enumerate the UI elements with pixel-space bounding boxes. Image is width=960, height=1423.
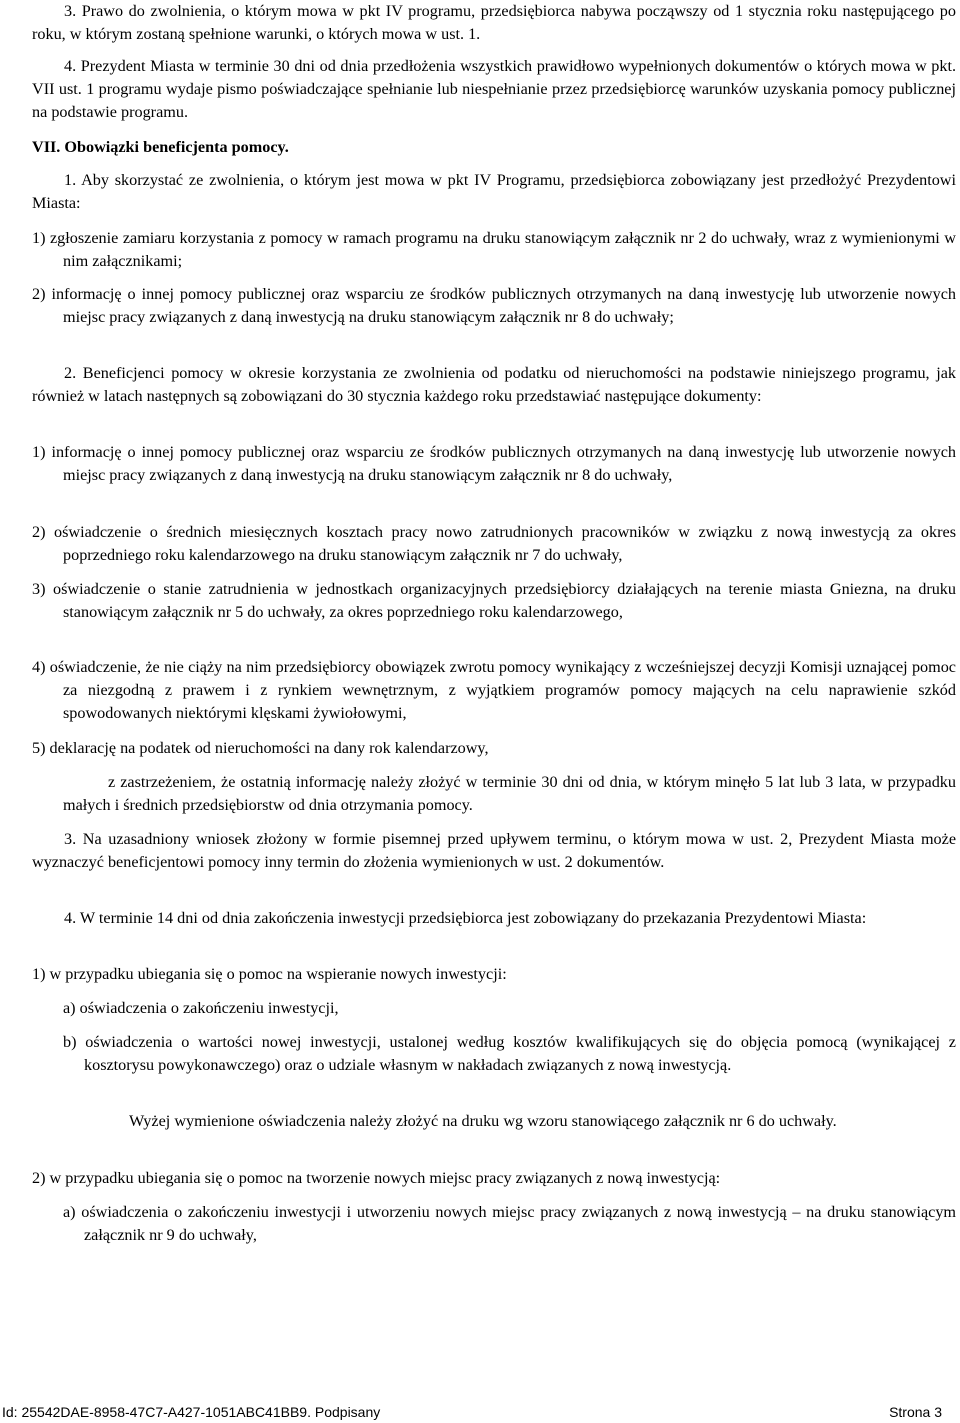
- list-item-vii-2-3: 3) oświadczenie o stanie zatrudnienia w jednostkach organizacyjnych przedsiębiorcy działających na terenie miasta Gniezna, na druku stanowiącym załącznik nr 5 do uchwały, za okres poprzedniego roku kalendarzowego,: [32, 580, 956, 621]
- list-item-vii-4-2: 2) w przypadku ubiegania się o pomoc na tworzenie nowych miejsc pracy związanych z nową inwestycją:: [32, 1169, 721, 1187]
- note-vii-2: z zastrzeżeniem, że ostatnią informację należy złożyć w terminie 30 dni od dnia, w którym minęło 5 lat lub 3 lata, w przypadku małych i średnich przedsiębiorstw od dnia otrzymania pomocy.: [63, 773, 956, 814]
- paragraph-iv-3: 3. Prawo do zwolnienia, o którym mowa w pkt IV programu, przedsiębiorca nabywa począwszy od 1 stycznia roku następującego po roku, w którym zostaną spełnione warunki, o których mowa w ust. 1.: [32, 2, 956, 43]
- list-item-vii-1-1: 1) zgłoszenie zamiaru korzystania z pomocy w ramach programu na druku stanowiącym załącznik nr 2 do uchwały, wraz z wymienionymi w nim załącznikami;: [32, 229, 956, 270]
- list-item-vii-4-2a: a) oświadczenia o zakończeniu inwestycji i utworzeniu nowych miejsc pracy związanych z nową inwestycją – na druku stanowiącym załącznik nr 9 do uchwały,: [63, 1203, 956, 1244]
- list-item-vii-2-2: 2) oświadczenie o średnich miesięcznych kosztach pracy nowo zatrudnionych pracowników w związku z nową inwestycją za okres poprzedniego roku kalendarzowego na druku stanowiącym załącznik nr 7 do uchwały,: [32, 523, 956, 564]
- paragraph-vii-3: 3. Na uzasadniony wniosek złożony w formie pisemnej przed upływem terminu, o którym mowa w ust. 2, Prezydent Miasta może wyznaczyć beneficjentowi pomocy inny termin do złożenia wymienionych w ust. 2 dokumentów.: [32, 830, 956, 871]
- footer-document-id: Id: 25542DAE-8958-47C7-A427-1051ABC41BB9. Podpisany: [2, 1404, 381, 1420]
- paragraph-iv-4: 4. Prezydent Miasta w terminie 30 dni od dnia przedłożenia wszystkich prawidłowo wypełnionych dokumentów o których mowa w pkt. VII ust. 1 programu wydaje pismo poświadczające spełnianie lub niespełnianie przez przedsiębiorcę warunków uzyskania pomocy publicznej na podstawie programu.: [32, 57, 956, 121]
- list-item-vii-2-4: 4) oświadczenie, że nie ciąży na nim przedsiębiorcy obowiązek zwrotu pomocy wynikający z wcześniejszej decyzji Komisji uznającej pomoc za niezgodną z prawem i z rynkiem wewnętrznym, z wyjątkiem programów pomocy mających na celu naprawienie szkód spowodowanych niektórymi klęskami żywiołowymi,: [32, 658, 956, 722]
- note-vii-4-1: Wyżej wymienione oświadczenia należy złożyć na druku wg wzoru stanowiącego załącznik nr 6 do uchwały.: [129, 1112, 837, 1130]
- list-item-vii-1-2: 2) informację o innej pomocy publicznej oraz wsparciu ze środków publicznych otrzymanych na daną inwestycję lub utworzenie nowych miejsc pracy związanych z daną inwestycją na druku stanowiącym załącznik nr 8 do uchwały;: [32, 285, 956, 326]
- footer-page-number: Strona 3: [889, 1404, 942, 1420]
- section-heading-vii: VII. Obowiązki beneficjenta pomocy.: [32, 138, 289, 156]
- paragraph-vii-4: 4. W terminie 14 dni od dnia zakończenia inwestycji przedsiębiorca jest zobowiązany do przekazania Prezydentowi Miasta:: [64, 909, 867, 927]
- list-item-vii-2-1: 1) informację o innej pomocy publicznej oraz wsparciu ze środków publicznych otrzymanych na daną inwestycję lub utworzenie nowych miejsc pracy związanych z daną inwestycją na druku stanowiącym załącznik nr 8 do uchwały,: [32, 443, 956, 484]
- paragraph-vii-1: 1. Aby skorzystać ze zwolnienia, o którym jest mowa w pkt IV Programu, przedsiębiorca zobowiązany jest przedłożyć Prezydentowi Miasta:: [32, 171, 956, 212]
- list-item-vii-4-1: 1) w przypadku ubiegania się o pomoc na wspieranie nowych inwestycji:: [32, 965, 507, 983]
- list-item-vii-2-5: 5) deklarację na podatek od nieruchomości na dany rok kalendarzowy,: [32, 739, 489, 757]
- list-item-vii-4-1b: b) oświadczenia o wartości nowej inwestycji, ustalonej według kosztów kwalifikujących się do objęcia pomocą (wynikającej z kosztorysu powykonawczego) oraz o udziale własnym w nakładach związanych z nową inwestycją.: [63, 1033, 956, 1074]
- paragraph-vii-2: 2. Beneficjenci pomocy w okresie korzystania ze zwolnienia od podatku od nieruchomości na podstawie niniejszego programu, jak również w latach następnych są zobowiązani do 30 stycznia każdego roku przedstawiać następujące dokumenty:: [32, 364, 956, 405]
- list-item-vii-4-1a: a) oświadczenia o zakończeniu inwestycji,: [63, 999, 339, 1017]
